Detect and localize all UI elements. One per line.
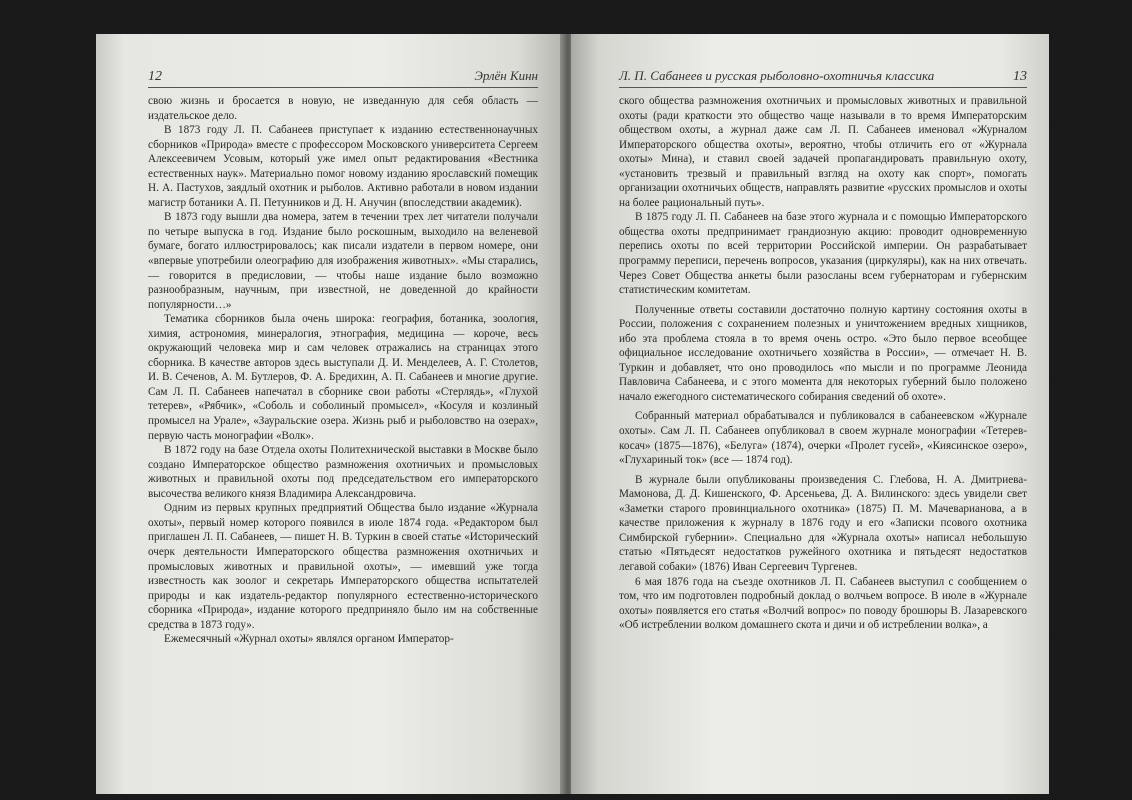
left-paragraph-4: Тематика сборников была очень широка: география, ботаника, зоология, химия, астрономия, минералогия, этнография, медицина — короче, весь окружающий человека мир и сам человек отражались на страницах этого сборника. В качестве авторов здесь выступали Д. И. Менделеев, А. Г. Столетов, И. В. Сеченов, А. М. Бутлеров, Ф. А. Бредихин, А. П. Сабанеев и многие другие. Сам Л. П. Сабанеев напечатал в сборнике свои работы «Стерлядь», «Глухой тетерев», «Рябчик», «Соболь и соболиный промысел», «Косуля и козлиный промысел на Урале», «Зауральские озера. Жизнь рыб и рыболовство на озерах», первую часть монографии «Волк».: [148, 313, 538, 442]
left-paragraph-2: В 1873 году Л. П. Сабанеев приступает к изданию естественнонаучных сборников «Природа» вместе с профессором Московского университета Сергеем Алексеевичем Усовым, который уже имел опыт редактирования «Вестника естественных наук». Материально помог новому изданию ярославский помещик Н. А. Пастухов, заядлый охотник и рыболов. Активно работали в новом издании магистр ботаники А. П. Петунников и Д. Н. Анучин (впоследствии академик).: [148, 124, 538, 209]
left-paragraph-6: Одним из первых крупных предприятий Общества было издание «Журнала охоты», первый номер которого появился в июле 1874 года. «Редактором был приглашен Л. П. Сабанеев, — пишет Н. В. Туркин в своей статье «Исторический очерк деятельности Императорского общества размножения охотничьих и промысловых животных и правильной охоты», — имевший уже тогда известность как зоолог и секретарь Императорского общества испытателей природы и как издатель-редактор популярного естественно-исторического сборника «Природа», издание которого предприняло было им на собственные средства в 1873 году».: [148, 502, 538, 631]
left-page-number: 12: [148, 69, 162, 84]
right-paragraph-2: В 1875 году Л. П. Сабанеев на базе этого журнала и с помощью Императорского общества охоты предпринимает грандиозную акцию: проводит одновременную перепись охоты по всей территории Российской империи. Он разрабатывает программу переписи, перечень вопросов, указания (циркуляры), как на них отвечать. Через Совет Общества анкеты были разосланы всем губернаторам и губернским статистическим комитетам.: [619, 211, 1027, 297]
left-paragraph-3: В 1873 году вышли два номера, затем в течении трех лет читатели получали по четыре выпуска в год. Издание было роскошным, выходило на веленевой бумаге, богато иллюстрировалось; как писали издатели в первом номере, они «впервые употребили олеографию для изображения животных». «Мы старались, — говорится в предисловии, — чтобы наше издание было возможно разнообразным, научным, при известной, не доведенной до крайности популярности…»: [148, 211, 538, 311]
right-page-number: 13: [1013, 69, 1027, 84]
right-paragraph-4: Собранный материал обрабатывался и публиковался в сабанеевском «Журнале охоты». Сам Л. П. Сабанеев опубликовал в своем журнале монографии «Тетерев-косач» (1875—1876), «Белуга» (1874), очерки «Пролет гусей», «Киясинское озеро», «Глухариный ток» (все — 1874 год).: [619, 410, 1027, 467]
right-running-head: Л. П. Сабанеев и русская рыболовно-охотничья классика: [619, 68, 935, 83]
right-paragraph-1: ского общества размножения охотничьих и промысловых животных и правильной охоты (ради краткости это общество чаще называли в то время Императорским обществом охоты, а журнал даже сам Л. П. Сабанеев именовал «Журналом Императорского общества охоты», вероятно, чтобы отличить его от «Журнала охоты» Мина), и ставил своей задачей пропагандировать правильную охоту, «установить трезвый и правильный взгляд на охоту как спорт», помогать организации охотничьих обществ, направлять развитие «русских промыслов и охоты на более рациональный путь».: [619, 95, 1027, 209]
right-paragraph-6: 6 мая 1876 года на съезде охотников Л. П. Сабанеев выступил с сообщением о том, что им подготовлен подробный доклад о волчьем вопросе. В июле в «Журнале охоты» появляется его статья «Волчий вопрос» по поводу брошюры В. Лазаревского «Об истреблении волком домашнего скота и дичи и об истреблении волка», а: [619, 575, 1027, 632]
left-page: [96, 34, 564, 794]
left-paragraph-5: В 1872 году на базе Отдела охоты Политехнической выставки в Москве было создано Императорское общество размножения охотничьих и промысловых животных и правильной охоты под председательством его императорского высочества великого князя Владимира Александровича.: [148, 444, 538, 500]
left-paragraph-7: Ежемесячный «Журнал охоты» являлся органом Император-: [164, 633, 454, 646]
right-page-body: [619, 94, 1027, 633]
right-paragraph-5: В журнале были опубликованы произведения С. Глебова, Н. А. Дмитриева-Мамонова, Д. Д. Кишенского, Ф. Арсеньева, Д. А. Вилинского: здесь увидели свет «Заметки старого провинциального охотника» (1875) П. М. Мачеварианова, а в качестве приложения к журналу в 1876 году и его «Записки псового охотника Симбирской губернии». Специально для «Журнала охоты» написал небольшую статью «Пятьдесят недостатков ружейного охотника и пятьдесят недостатков легавой собаки» (1876) Иван Сергеевич Тургенев.: [619, 473, 1027, 573]
right-page-header: [619, 68, 1027, 88]
left-running-head: Эрлён Кинн: [474, 68, 538, 83]
left-page-body: [148, 94, 538, 647]
left-page-header: [148, 68, 538, 88]
right-paragraph-3: Полученные ответы составили достаточно полную картину состояния охоты в России, положения с сохранением полезных и уничтожением вредных хищников, ибо эта проблема стояла в то время очень остро. «Это было первое всеобщее официальное исследование охотничьего хозяйства в России», — отмечает Н. В. Туркин и добавляет, что оно проводилось «по мысли и по программе Леонида Павловича Сабанеева, и с этого момента для некоторых губерний было положено начало ежегодного систематического собирания сведений об охоте».: [619, 303, 1027, 403]
right-page: [571, 34, 1049, 794]
left-paragraph-1: свою жизнь и бросается в новую, не изведанную для себя область — издательское дело.: [148, 95, 538, 122]
